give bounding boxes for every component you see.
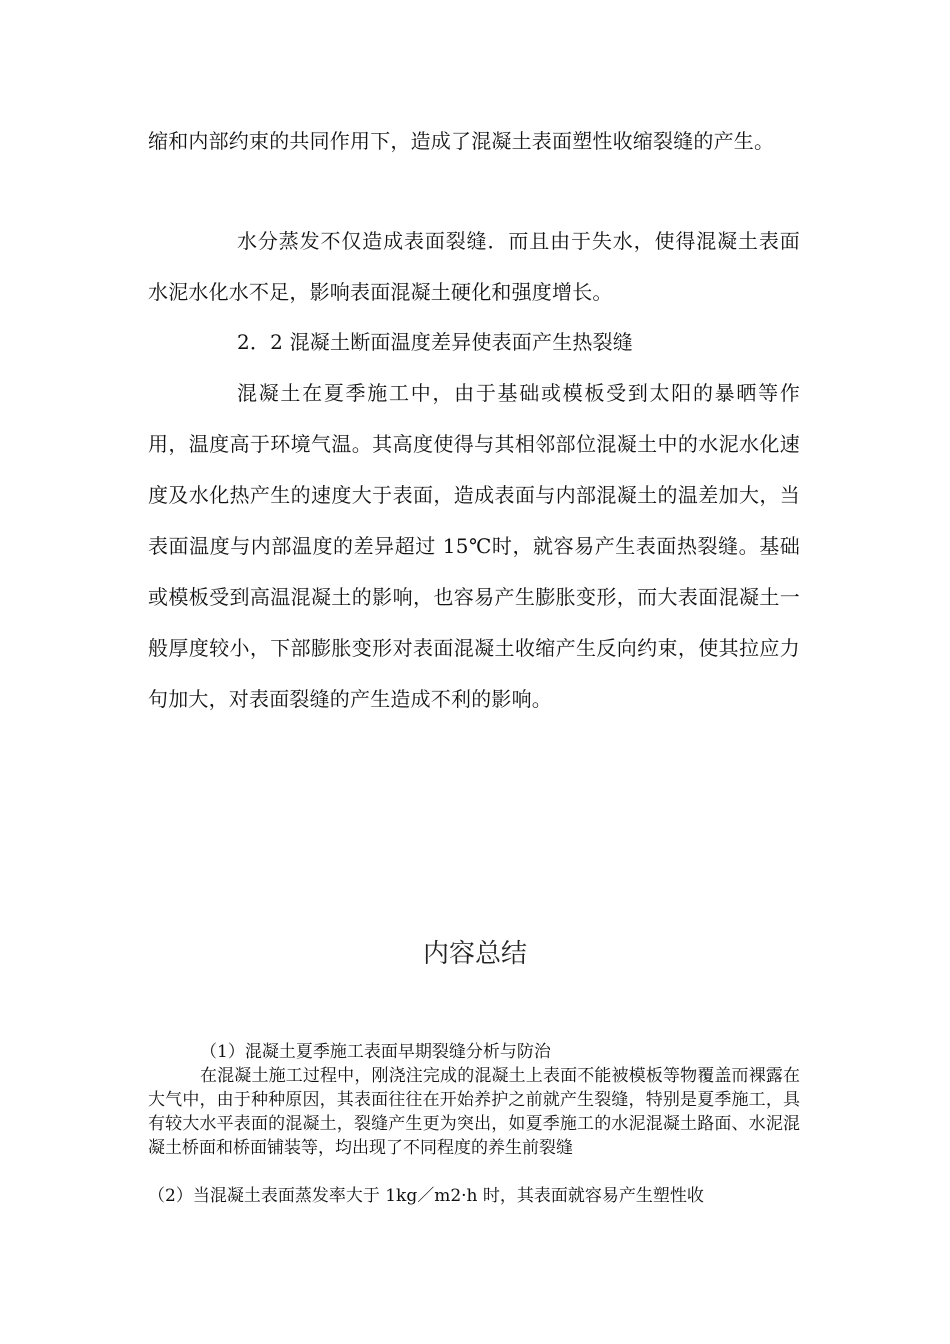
paragraph-continuation: 缩和内部约束的共同作用下，造成了混凝土表面塑性收缩裂缝的产生。 [148, 129, 775, 153]
summary-item: （1）混凝土夏季施工表面早期裂缝分析与防治 [200, 1042, 551, 1062]
summary-title: 内容总结 [422, 939, 527, 969]
summary-item: （2）当混凝土表面蒸发率大于 1kg／m2·h 时，其表面就容易产生塑性收 [148, 1186, 704, 1206]
summary-item: 在混凝土施工过程中，刚浇注完成的混凝土上表面不能被模板等物覆盖而裸露在大气中，由于种种原因，其表面往往在开始养护之前就产生裂缝，特别是夏季施工，具有较大水平表面的混凝土，裂缝产生更为突出，如夏季施工的水泥混凝土路面、水泥混凝土桥面和桥面铺装等，均出现了不同程度的养生前裂缝 [148, 1066, 800, 1158]
paragraph-thermal-cracks: 混凝土在夏季施工中，由于基础或模板受到太阳的暴晒等作用，温度高于环境气温。其高度使得与其相邻部位混凝土中的水泥水化速度及水化热产生的速度大于表面，造成表面与内部混凝土的温差加大，当表面温度与内部温度的差异超过 15℃时，就容易产生表面热裂缝。基础或模板受到高温混凝土的影响，也容易产生膨胀变形，而大表面混凝土一般厚度较小，下部膨胀变形对表面混凝土收缩产生反向约束，使其拉应力句加大，对表面裂缝的产生造成不利的影响。 [148, 381, 800, 711]
paragraph-water-evaporation: 水分蒸发不仅造成表面裂缝．而且由于失水，使得混凝土表面水泥水化水不足，影响表面混凝土硬化和强度增长。 [148, 229, 800, 304]
section-heading-2-2: 2．2 混凝土断面温度差异使表面产生热裂缝 [237, 330, 634, 354]
